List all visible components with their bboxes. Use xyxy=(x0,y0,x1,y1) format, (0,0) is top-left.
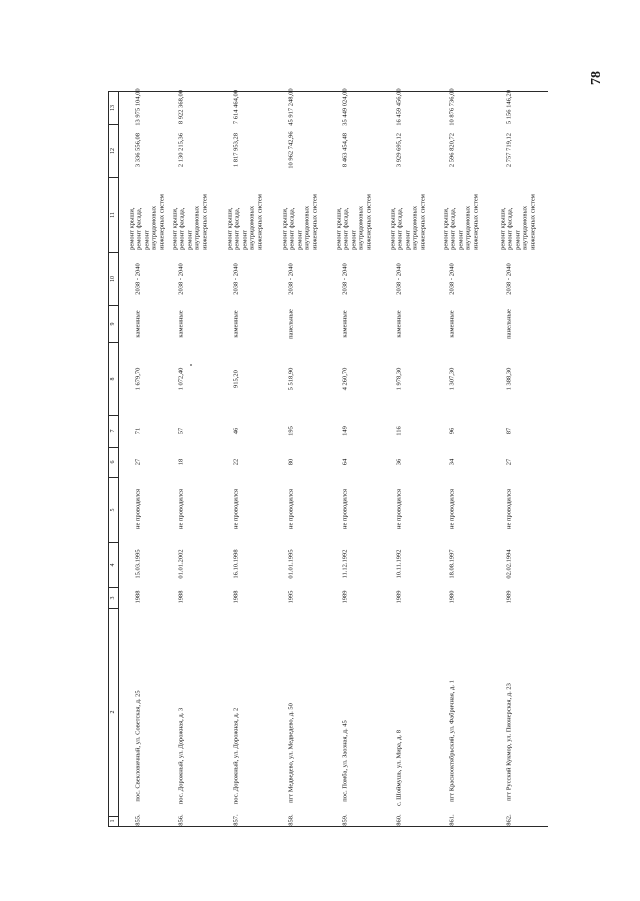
cell-c6: 34 xyxy=(448,458,456,466)
cell-c12: 10 962 742,96 xyxy=(287,131,295,169)
cell-wall: панельные xyxy=(505,309,513,339)
cell-c12: 2 130 215,36 xyxy=(177,132,185,168)
cell-priv_date: 02.02.1994 xyxy=(505,549,513,579)
header-column-divider xyxy=(108,542,118,543)
cell-num: 862. xyxy=(505,814,513,826)
cell-c7: 71 xyxy=(134,427,142,435)
cell-period: 2038 - 2040 xyxy=(287,263,295,295)
header-column-divider xyxy=(108,447,118,448)
cell-repair: не проводился xyxy=(177,489,185,529)
cell-works: ремонт крыши, ремонт фасада, ремонт внутридомовых инженерных систем xyxy=(128,194,166,250)
cell-works: ремонт крыши, ремонт фасада, ремонт внутридомовых инженерных систем xyxy=(281,194,319,250)
cell-c6: 27 xyxy=(505,458,513,466)
cell-address: пос. Помба, ул. Заозная, д. 45 xyxy=(341,720,349,802)
cell-area: 1 307,30 xyxy=(448,367,456,391)
cell-year: 1989 xyxy=(395,590,403,604)
cell-period: 2038 - 2040 xyxy=(177,263,185,295)
header-column-divider xyxy=(108,587,118,588)
cell-repair: не проводился xyxy=(448,489,456,529)
header-column-divider xyxy=(108,608,118,609)
header-column-divider xyxy=(108,816,118,817)
column-header-4: 4 xyxy=(110,563,116,566)
cell-c7: 46 xyxy=(232,427,240,435)
cell-priv_date: 10.11.1992 xyxy=(395,549,403,579)
cell-area: 4 260,70 xyxy=(341,367,349,391)
column-header-12: 12 xyxy=(110,147,116,154)
cell-c13: 35 449 024,00 xyxy=(341,88,349,126)
cell-period: 2038 - 2040 xyxy=(505,263,513,295)
header-row-divider xyxy=(118,91,119,826)
column-header-13: 13 xyxy=(110,104,116,111)
cell-area: 1 388,30 xyxy=(505,367,513,391)
header-column-divider xyxy=(108,252,118,253)
cell-c7: 57 xyxy=(177,427,185,435)
page-number: 78 xyxy=(589,71,604,85)
header-column-divider xyxy=(108,124,118,125)
cell-wall: каменные xyxy=(448,310,456,338)
cell-c13: 10 876 736,00 xyxy=(448,88,456,126)
cell-c7: 96 xyxy=(448,427,456,435)
cell-c6: 18 xyxy=(177,458,185,466)
cell-c7: 149 xyxy=(341,426,349,436)
cell-year: 1988 xyxy=(232,590,240,604)
cell-year: 1989 xyxy=(505,590,513,604)
cell-c13: 13 975 104,00 xyxy=(134,88,142,126)
cell-c12: 1 817 953,28 xyxy=(232,132,240,168)
header-column-divider xyxy=(108,305,118,306)
cell-c13: 7 614 464,00 xyxy=(232,89,240,125)
cell-address: пос. Свекловичный, ул. Советская, д. 25 xyxy=(134,690,142,802)
cell-c7: 116 xyxy=(395,426,403,436)
cell-works: ремонт крыши, ремонт фасада, ремонт внутридомовых инженерных систем xyxy=(389,194,427,250)
cell-works: ремонт крыши, ремонт фасада, ремонт внутридомовых инженерных систем xyxy=(335,194,373,250)
cell-period: 2038 - 2040 xyxy=(232,263,240,295)
cell-year: 1988 xyxy=(177,590,185,604)
scan-speck xyxy=(190,364,192,366)
cell-c12: 3 929 695,12 xyxy=(395,132,403,168)
cell-c6: 36 xyxy=(395,458,403,466)
cell-num: 856. xyxy=(177,814,185,826)
cell-repair: не проводился xyxy=(134,489,142,529)
column-header-9: 9 xyxy=(110,322,116,325)
column-header-10: 10 xyxy=(110,275,116,282)
header-column-divider xyxy=(108,342,118,343)
cell-c7: 195 xyxy=(287,426,295,436)
cell-num: 857. xyxy=(232,814,240,826)
cell-works: ремонт крыши, ремонт фасада, ремонт внутридомовых инженерных систем xyxy=(499,194,537,250)
cell-area: 915,20 xyxy=(232,370,240,388)
cell-address: с. Шоймушь, ул. Мира, д. 8 xyxy=(395,729,403,806)
column-header-2: 2 xyxy=(110,710,116,714)
cell-area: 1 679,70 xyxy=(134,367,142,391)
cell-priv_date: 01.01.2002 xyxy=(177,549,185,579)
cell-priv_date: 18.08.1997 xyxy=(448,549,456,579)
cell-address: пгт Краснооктябрьский, ул. Фабричная, д. 1 xyxy=(448,679,456,802)
cell-repair: не проводился xyxy=(341,489,349,529)
cell-year: 1980 xyxy=(448,590,456,604)
cell-year: 1995 xyxy=(287,590,295,604)
cell-works: ремонт крыши, ремонт фасада, ремонт внутридомовых инженерных систем xyxy=(171,194,209,250)
cell-area: 1 978,30 xyxy=(395,367,403,391)
cell-num: 859. xyxy=(341,814,349,826)
cell-c13: 16 459 456,00 xyxy=(395,88,403,126)
cell-repair: не проводился xyxy=(395,489,403,529)
cell-c7: 87 xyxy=(505,427,513,435)
cell-priv_date: 01.01.1995 xyxy=(287,549,295,579)
cell-priv_date: 11.12.1992 xyxy=(341,549,349,579)
cell-c6: 64 xyxy=(341,458,349,466)
cell-c13: 8 922 368,00 xyxy=(177,89,185,125)
cell-works: ремонт крыши, ремонт фасада, ремонт внутридомовых инженерных систем xyxy=(442,194,480,250)
column-header-1: 1 xyxy=(110,819,116,823)
cell-wall: панельные xyxy=(287,309,295,339)
cell-wall: каменные xyxy=(134,310,142,338)
column-header-3: 3 xyxy=(110,596,116,599)
cell-repair: не проводился xyxy=(287,489,295,529)
cell-repair: не проводился xyxy=(505,489,513,529)
cell-wall: каменные xyxy=(341,310,349,338)
cell-works: ремонт крыши, ремонт фасада, ремонт внутридомовых инженерных систем xyxy=(226,194,264,250)
cell-wall: каменные xyxy=(177,310,185,338)
cell-c12: 8 463 454,48 xyxy=(341,132,349,168)
cell-c6: 80 xyxy=(287,458,295,466)
cell-num: 861. xyxy=(448,814,456,826)
header-column-divider xyxy=(108,477,118,478)
header-column-divider xyxy=(108,177,118,178)
cell-c13: 5 156 146,20 xyxy=(505,89,513,125)
cell-c6: 27 xyxy=(134,458,142,466)
column-header-6: 6 xyxy=(110,460,116,464)
cell-c12: 2 596 820,72 xyxy=(448,132,456,168)
cell-area: 5 518,90 xyxy=(287,367,295,391)
cell-period: 2038 - 2040 xyxy=(448,263,456,295)
cell-period: 2038 - 2040 xyxy=(395,263,403,295)
cell-period: 2038 - 2040 xyxy=(341,263,349,295)
cell-wall: каменные xyxy=(232,310,240,338)
cell-wall: каменные xyxy=(395,310,403,338)
cell-address: пос. Дорожный, ул. Дорожная, д. 2 xyxy=(232,707,240,805)
cell-num: 860. xyxy=(395,814,403,826)
cell-year: 1988 xyxy=(134,590,142,604)
cell-c12: 2 757 719,12 xyxy=(505,132,513,168)
cell-c13: 45 917 248,00 xyxy=(287,88,295,126)
column-header-7: 7 xyxy=(110,429,116,433)
cell-priv_date: 15.03.1995 xyxy=(134,549,142,579)
table-border-bottom xyxy=(108,826,548,827)
cell-area: 1 072,40 xyxy=(177,367,185,391)
column-header-8: 8 xyxy=(110,377,116,380)
cell-c6: 22 xyxy=(232,458,240,466)
cell-address: пос. Дорожный, ул. Дорожная, д. 3 xyxy=(177,707,185,805)
column-header-11: 11 xyxy=(110,211,116,218)
header-column-divider xyxy=(108,415,118,416)
cell-period: 2038 - 2040 xyxy=(134,263,142,295)
table-border-top xyxy=(108,91,548,92)
cell-priv_date: 16.10.1998 xyxy=(232,549,240,579)
cell-c12: 3 336 556,08 xyxy=(134,132,142,168)
cell-repair: не проводился xyxy=(232,489,240,529)
cell-address: пгт Медведево, ул. Медведево, д. 50 xyxy=(287,702,295,803)
cell-num: 855. xyxy=(134,814,142,826)
cell-year: 1989 xyxy=(341,590,349,604)
cell-num: 858. xyxy=(287,814,295,826)
table-border-left xyxy=(108,91,109,826)
column-header-5: 5 xyxy=(110,508,116,511)
cell-address: пгт Русский Кукмор, ул. Пионерская, д. 23 xyxy=(505,683,513,802)
